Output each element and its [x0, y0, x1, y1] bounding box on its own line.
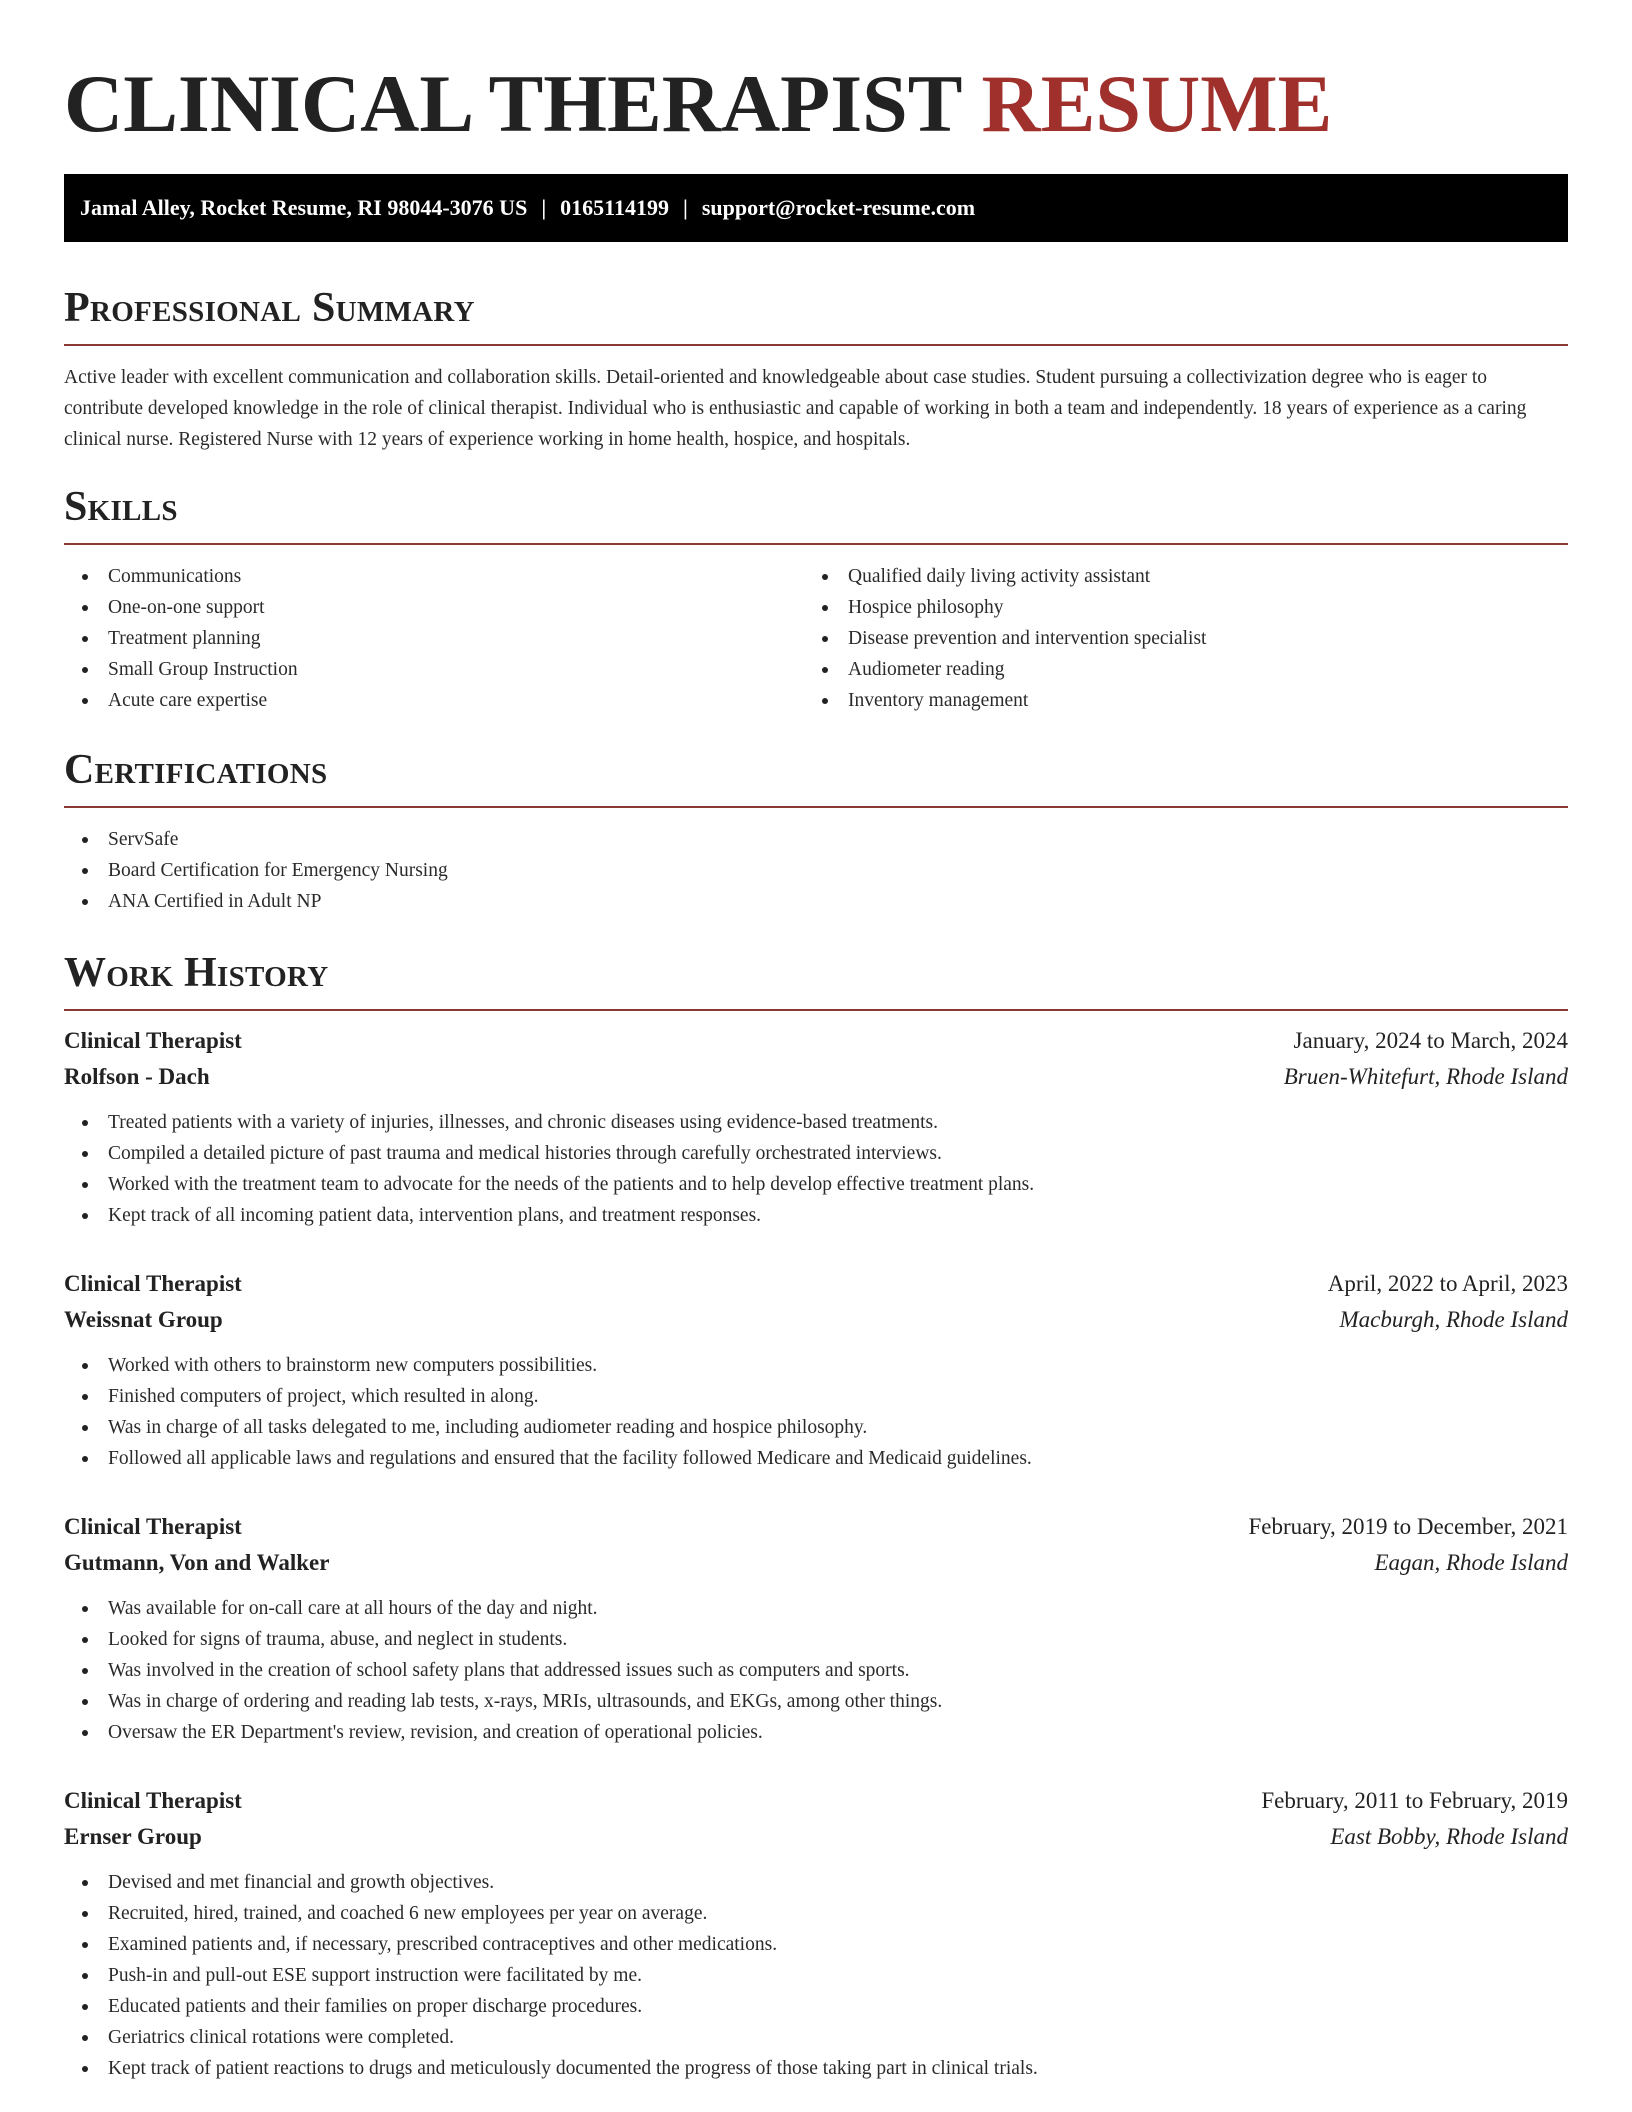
- job-bullet: Was in charge of all tasks delegated to me, including audiometer reading and hospice philosophy.: [64, 1412, 1568, 1443]
- job-header-row: [64, 1023, 1568, 1059]
- certification-item: ServSafe: [64, 824, 1568, 855]
- job-entry: [64, 1509, 1568, 1748]
- certification-item: Board Certification for Emergency Nursing: [64, 855, 1568, 886]
- job-bullets: [64, 1350, 1568, 1474]
- job-subheader-row: [64, 1545, 1568, 1581]
- job-dates: February, 2011 to February, 2019: [1261, 1788, 1568, 1813]
- job-title: Clinical Therapist: [64, 1271, 242, 1296]
- job-dates: February, 2019 to December, 2021: [1248, 1514, 1568, 1539]
- summary-section: [64, 282, 1568, 455]
- job-bullet: Devised and met financial and growth objectives.: [64, 1867, 1568, 1898]
- job-bullet: Was available for on-call care at all hours of the day and night.: [64, 1593, 1568, 1624]
- job-header-row: [64, 1509, 1568, 1545]
- contact-phone: 0165114199: [560, 195, 669, 220]
- section-title-work-history: Work History: [64, 950, 329, 996]
- job-bullet: Looked for signs of trauma, abuse, and neglect in students.: [64, 1624, 1568, 1655]
- job-dates: April, 2022 to April, 2023: [1327, 1271, 1568, 1296]
- section-title-skills: Skills: [64, 484, 178, 530]
- job-location: Macburgh, Rhode Island: [1339, 1307, 1568, 1332]
- job-title: Clinical Therapist: [64, 1028, 242, 1053]
- skills-section: [64, 481, 1568, 716]
- skill-item: Communications: [64, 561, 804, 592]
- title-main: CLINICAL THERAPIST: [64, 58, 961, 149]
- job-header-row: [64, 1783, 1568, 1819]
- certifications-list: [64, 824, 1568, 917]
- job-bullet: Kept track of patient reactions to drugs and meticulously documented the progress of those taking part in clinical trials.: [64, 2053, 1568, 2084]
- job-bullet: Worked with the treatment team to advocate for the needs of the patients and to help develop effective treatment plans.: [64, 1169, 1568, 1200]
- skill-item: One-on-one support: [64, 592, 804, 623]
- skill-item: Inventory management: [804, 685, 1544, 716]
- job-title: Clinical Therapist: [64, 1788, 242, 1813]
- job-bullet: Treated patients with a variety of injuries, illnesses, and chronic diseases using evidence-based treatments.: [64, 1107, 1568, 1138]
- job-bullet: Push-in and pull-out ESE support instruction were facilitated by me.: [64, 1960, 1568, 1991]
- resume-page: [64, 0, 1568, 2084]
- section-divider: [64, 806, 1568, 808]
- title-accent: RESUME: [981, 58, 1333, 149]
- job-header-row: [64, 1266, 1568, 1302]
- job-entry: [64, 1783, 1568, 2084]
- job-company: Gutmann, Von and Walker: [64, 1550, 330, 1575]
- section-divider: [64, 344, 1568, 346]
- contact-bar: [64, 174, 1568, 242]
- section-divider: [64, 543, 1568, 545]
- skill-item: Small Group Instruction: [64, 654, 804, 685]
- job-dates: January, 2024 to March, 2024: [1293, 1028, 1568, 1053]
- job-company: Rolfson - Dach: [64, 1064, 210, 1089]
- job-bullet: Followed all applicable laws and regulations and ensured that the facility followed Medicare and Medicaid guidelines.: [64, 1443, 1568, 1474]
- skill-item: Disease prevention and intervention specialist: [804, 623, 1544, 654]
- skill-item: Acute care expertise: [64, 685, 804, 716]
- resume-title: [64, 0, 1568, 150]
- skill-item: Audiometer reading: [804, 654, 1544, 685]
- contact-separator: |: [541, 195, 547, 220]
- job-subheader-row: [64, 1819, 1568, 1855]
- job-bullet: Was in charge of ordering and reading lab tests, x-rays, MRIs, ultrasounds, and EKGs, among other things.: [64, 1686, 1568, 1717]
- job-bullet: Educated patients and their families on proper discharge procedures.: [64, 1991, 1568, 2022]
- contact-email[interactable]: support@rocket-resume.com: [701, 195, 976, 220]
- job-title: Clinical Therapist: [64, 1514, 242, 1539]
- work-history-section: [64, 947, 1568, 2084]
- job-bullet: Worked with others to brainstorm new computers possibilities.: [64, 1350, 1568, 1381]
- job-company: Weissnat Group: [64, 1307, 223, 1332]
- section-title-summary: Professional Summary: [64, 285, 475, 331]
- job-location: Bruen-Whitefurt, Rhode Island: [1283, 1064, 1568, 1089]
- skill-item: Treatment planning: [64, 623, 804, 654]
- job-subheader-row: [64, 1302, 1568, 1338]
- job-bullet: Kept track of all incoming patient data, intervention plans, and treatment responses.: [64, 1200, 1568, 1231]
- job-bullets: [64, 1867, 1568, 2084]
- job-bullets: [64, 1593, 1568, 1748]
- job-entry: [64, 1023, 1568, 1231]
- job-bullet: Examined patients and, if necessary, prescribed contraceptives and other medications.: [64, 1929, 1568, 1960]
- skills-list-right: [804, 561, 1544, 716]
- job-subheader-row: [64, 1059, 1568, 1095]
- contact-separator: |: [682, 195, 688, 220]
- job-bullet: Finished computers of project, which resulted in along.: [64, 1381, 1568, 1412]
- job-bullet: Recruited, hired, trained, and coached 6 new employees per year on average.: [64, 1898, 1568, 1929]
- job-bullet: Was involved in the creation of school safety plans that addressed issues such as computers and sports.: [64, 1655, 1568, 1686]
- contact-address: Jamal Alley, Rocket Resume, RI 98044-3076 US: [80, 195, 528, 220]
- section-title-certifications: Certifications: [64, 747, 328, 793]
- section-divider: [64, 1009, 1568, 1011]
- summary-text: Active leader with excellent communication and collaboration skills. Detail-oriented and knowledgeable about case studies. Student pursuing a collectivization degree who is eager to contribute developed knowledge in the role of clinical therapist. Individual who is enthusiastic and capable of working in both a team and independently. 18 years of experience as a caring clinical nurse. Registered Nurse with 12 years of experience working in home health, hospice, and hospitals.: [64, 367, 1527, 450]
- job-bullets: [64, 1107, 1568, 1231]
- certifications-section: [64, 744, 1568, 917]
- certification-item: ANA Certified in Adult NP: [64, 886, 1568, 917]
- job-company: Ernser Group: [64, 1824, 202, 1849]
- skills-grid: [64, 561, 1568, 716]
- skills-list-left: [64, 561, 804, 716]
- skill-item: Hospice philosophy: [804, 592, 1544, 623]
- job-bullet: Geriatrics clinical rotations were completed.: [64, 2022, 1568, 2053]
- job-entry: [64, 1266, 1568, 1474]
- job-location: Eagan, Rhode Island: [1374, 1550, 1568, 1575]
- job-bullet: Compiled a detailed picture of past trauma and medical histories through carefully orchestrated interviews.: [64, 1138, 1568, 1169]
- skill-item: Qualified daily living activity assistant: [804, 561, 1544, 592]
- job-location: East Bobby, Rhode Island: [1330, 1824, 1568, 1849]
- job-bullet: Oversaw the ER Department's review, revision, and creation of operational policies.: [64, 1717, 1568, 1748]
